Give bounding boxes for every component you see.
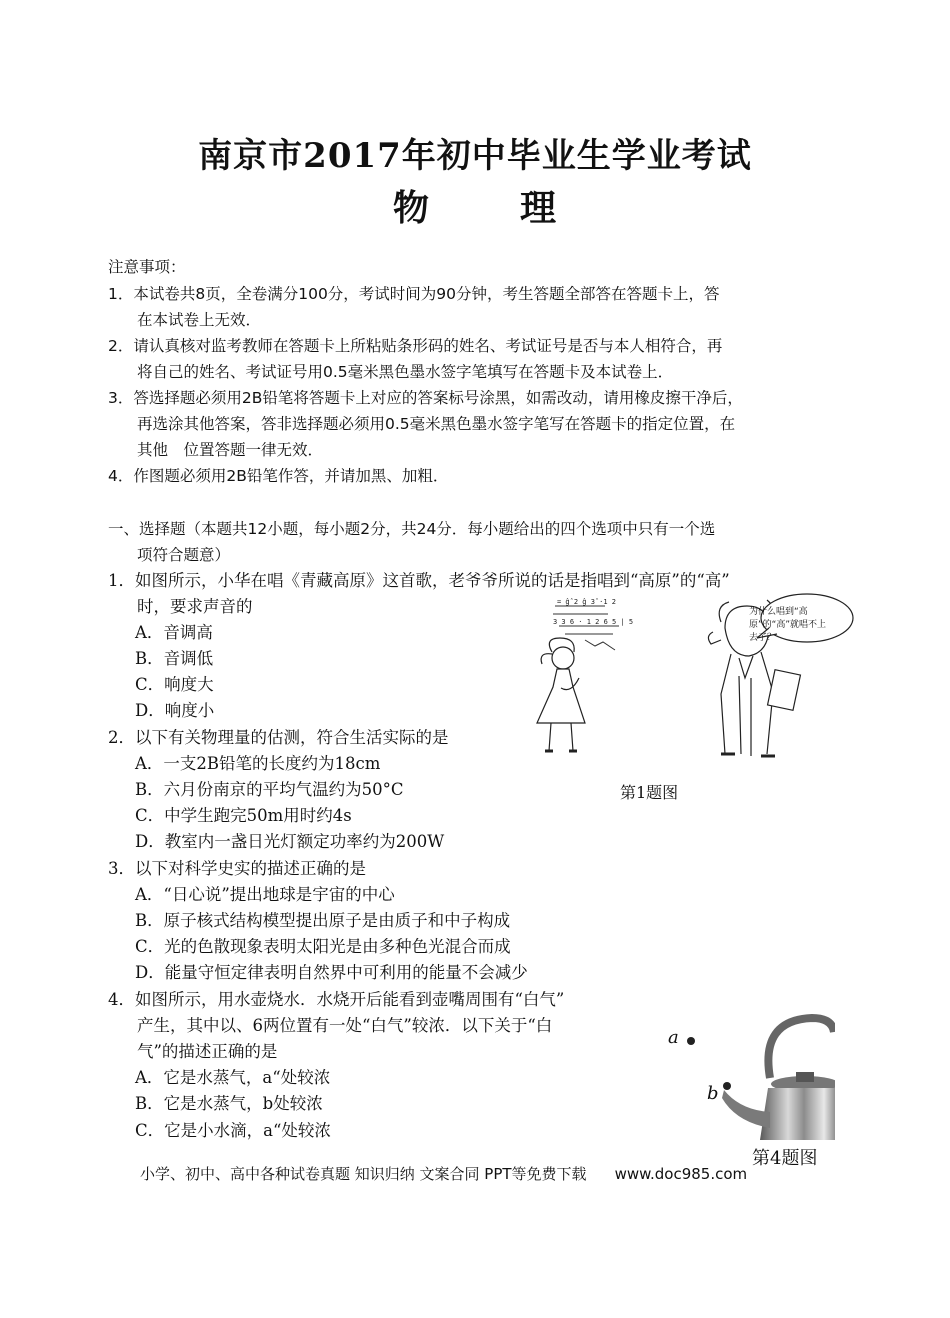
figure-4-kettle [660, 1008, 835, 1140]
figure-4-label-b: b [707, 1083, 719, 1104]
notes-heading: 注意事项： [108, 258, 186, 276]
question-1-cont: 时，要求声音的 [137, 597, 253, 616]
question-4-cont: 产生，其中以、6两位置有一处“白气”较浓．以下关于“白 [137, 1016, 553, 1035]
svg-text:3 3 6 · 1 2 6 5 | 5: 3 3 6 · 1 2 6 5 | 5 [553, 618, 634, 626]
note-line: 3．答选择题必须用2B铅笔将答题卡上对应的答案标号涂黑，如需改动，请用橡皮擦干净后， [108, 389, 743, 407]
note-line: 1．本试卷共8页，全卷满分100分，考试时间为90分钟，考生答题全部答在答题卡上，答 [108, 285, 720, 303]
question-3-option-b: B．原子核式结构模型提出原子是由质子和中子构成 [135, 911, 511, 930]
note-line: 2．请认真核对监考教师在答题卡上所粘贴条形码的姓名、考试证号是否与本人相符合，再 [108, 337, 723, 355]
note-line: 4．作图题必须用2B铅笔作答，并请加黑、加粗． [108, 467, 449, 485]
question-4-cont: 气”的描述正确的是 [137, 1042, 278, 1061]
subject-title-right: 理 [520, 187, 558, 229]
question-3-option-c: C．光的色散现象表明太阳光是由多种色光混合而成 [135, 937, 511, 956]
section-heading-cont: 项符合题意） [137, 546, 231, 564]
footer-url[interactable]: www.doc985.com [614, 1165, 748, 1183]
exam-title: 南京市2017年初中毕业生学业考试 [198, 136, 752, 176]
question-1-option-c: C．响度大 [135, 675, 214, 694]
question-2-option-b: B．六月份南京的平均气温约为50°C [135, 780, 404, 799]
figure-1-speech: 为什么唱到“高原”的“高”就唱不上去了？ [749, 607, 826, 643]
question-1-option-b: B．音调低 [135, 649, 214, 668]
note-line: 将自己的姓名、考试证号用0.5毫米黑色墨水签字笔填写在答题卡及本试卷上． [137, 363, 674, 381]
question-4-option-b: B．它是水蒸气，b处较浓 [135, 1094, 323, 1113]
figure-1-caption: 第1题图 [620, 783, 679, 802]
figure-4-label-a: a [668, 1027, 679, 1048]
question-2-option-c: C．中学生跑完50m用时约4s [135, 806, 352, 825]
question-3-option-a: A．“日心说”提出地球是宇宙的中心 [135, 885, 395, 904]
note-line: 在本试卷上无效． [137, 311, 262, 329]
question-2: 2．以下有关物理量的估测，符合生活实际的是 [108, 728, 449, 747]
question-4: 4．如图所示，用水壶烧水．水烧开后能看到壶嘴周围有“白气” [108, 990, 565, 1009]
subject-title-left: 物 [392, 187, 430, 229]
question-4-option-c: C．它是小水滴，a“处较浓 [135, 1121, 331, 1140]
figure-4-caption: 第4题图 [752, 1148, 818, 1169]
svg-text:= ĝ̂ 2 ĝ 3̂ ·1 2: = ĝ̂ 2 ĝ 3̂ ·1 2 [557, 598, 617, 606]
footer-ad [140, 1163, 747, 1184]
section-heading: 一、选择题（本题共12小题，每小题2分，共24分．每小题给出的四个选项中只有一个选 [108, 520, 716, 538]
question-3: 3．以下对科学史实的描述正确的是 [108, 859, 366, 878]
question-1: 1．如图所示，小华在唱《青藏高原》这首歌，老爷爷所说的话是指唱到“高原”的“高” [108, 571, 730, 590]
question-1-option-a: A．音调高 [135, 623, 213, 642]
note-line: 再选涂其他答案，答非选择题必须用0.5毫米黑色墨水签字笔写在答题卡的指定位置，在 [137, 415, 736, 433]
question-2-option-d: D．教室内一盏日光灯额定功率约为200W [135, 832, 445, 851]
question-4-option-a: A．它是水蒸气，a“处较浓 [135, 1068, 331, 1087]
subject-title [0, 180, 950, 231]
note-line: 其他 位置答题一律无效． [137, 441, 324, 459]
question-1-option-d: D．响度小 [135, 701, 215, 720]
question-3-option-d: D．能量守恒定律表明自然界中可利用的能量不会减少 [135, 963, 528, 982]
question-2-option-a: A．一支2B铅笔的长度约为18cm [135, 754, 381, 773]
footer-text: 小学、初中、高中各种试卷真题 知识归纳 文案合同 PPT等免费下载 [140, 1165, 587, 1183]
